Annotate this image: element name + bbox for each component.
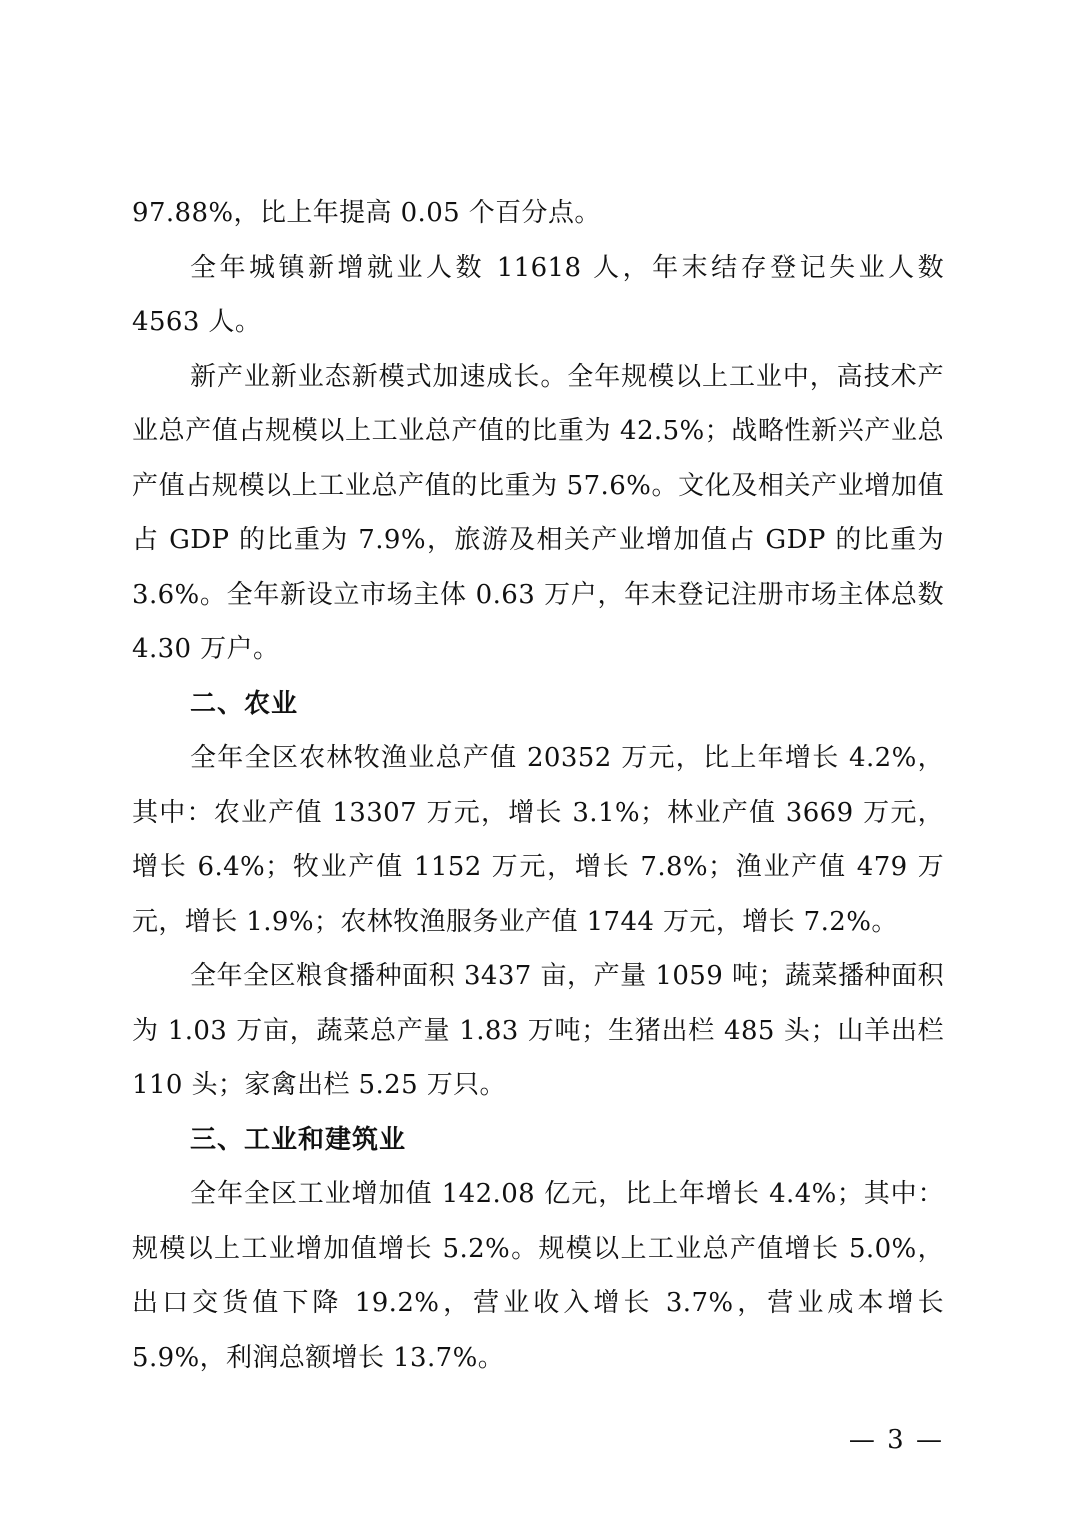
paragraph-continuation: 97.88%，比上年提高 0.05 个百分点。 [132, 198, 601, 228]
section-heading-industry: 三、工业和建筑业 [190, 1124, 407, 1155]
section-heading-agriculture: 二、农业 [190, 688, 299, 719]
paragraph-agriculture-output: 全年全区农林牧渔业总产值 20352 万元，比上年增长 4.2%，其中：农业产值 13307 万元，增长 3.1%；林业产值 3669 万元，增长 6.4%；牧业产值 1152 万元，增长 7.8%；渔业产值 479 万元，增长 1.9%；农林牧渔服务业产值 1744 万元，增长 7.2%。 [132, 743, 944, 937]
paragraph-grain-livestock: 全年全区粮食播种面积 3437 亩，产量 1059 吨；蔬菜播种面积为 1.03 万亩，蔬菜总产量 1.83 万吨；生猪出栏 485 头；山羊出栏 110 头；家禽出栏 5.25 万只。 [132, 961, 944, 1100]
page-number: — 3 — [848, 1425, 944, 1455]
paragraph-new-industries: 新产业新业态新模式加速成长。全年规模以上工业中，高技术产业总产值占规模以上工业总产值的比重为 42.5%；战略性新兴产业总产值占规模以上工业总产值的比重为 57.6%。文化及相关产业增加值占 GDP 的比重为 7.9%，旅游及相关产业增加值占 GDP 的比重为 3.6%。全年新设立市场主体 0.63 万户，年末登记注册市场主体总数 4.30 万户。 [132, 361, 944, 664]
document-body [132, 186, 944, 1385]
paragraph-industry-output: 全年全区工业增加值 142.08 亿元，比上年增长 4.4%；其中：规模以上工业增加值增长 5.2%。规模以上工业总产值增长 5.0%，出口交货值下降 19.2%，营业收入增长 3.7%，营业成本增长 5.9%，利润总额增长 13.7%。 [132, 1179, 944, 1373]
paragraph-employment: 全年城镇新增就业人数 11618 人，年末结存登记失业人数 4563 人。 [132, 252, 944, 337]
